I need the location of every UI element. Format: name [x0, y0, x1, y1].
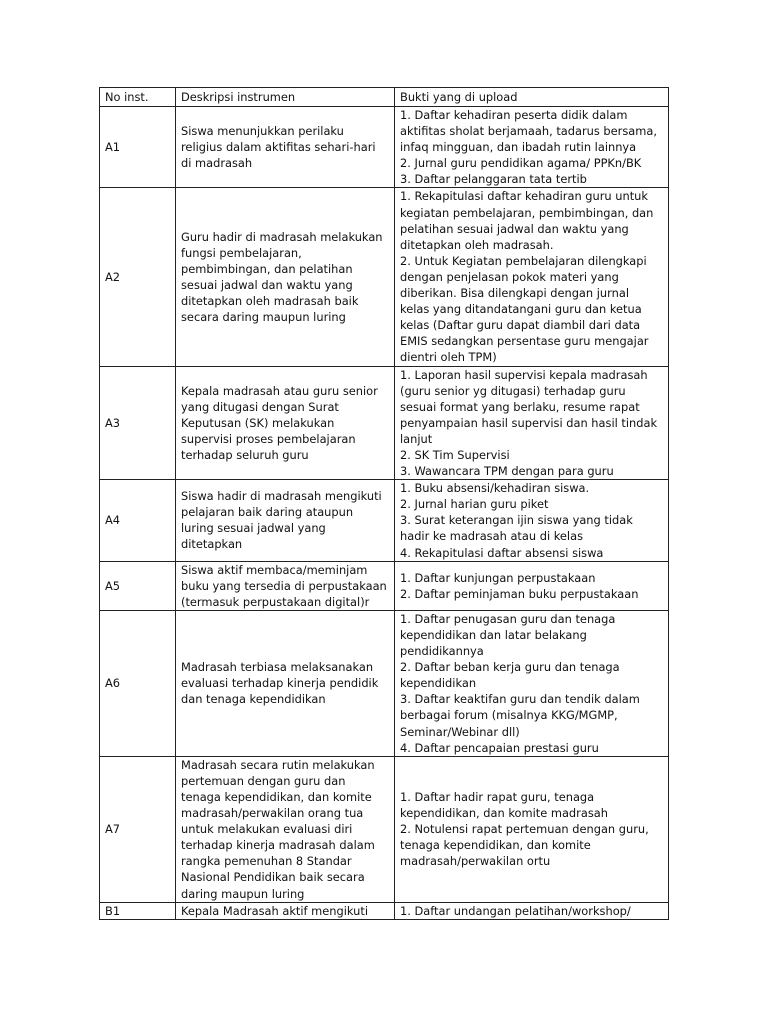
evidence-item: 4. Daftar pencapaian prestasi guru: [400, 740, 599, 755]
header-evidence: Bukti yang di upload: [395, 88, 669, 107]
instrument-code: A5: [100, 561, 176, 610]
instrument-code: A4: [100, 480, 176, 561]
evidence-cell: [395, 902, 669, 919]
evidence-item: 1. Laporan hasil supervisi kepala madrasah (guru senior yg ditugasi) terhadap guru sesuai format yang berlaku, resume rapat penyampaian hasil supervisi dan hasil tindak lanjut: [400, 367, 658, 446]
header-no-inst: No inst.: [100, 88, 176, 107]
evidence-item: 4. Rekapitulasi daftar absensi siswa: [400, 545, 604, 560]
evidence-item: 1. Daftar hadir rapat guru, tenaga kependidikan, dan komite madrasah: [400, 789, 608, 821]
instrument-table: [99, 87, 669, 920]
instrument-code: B1: [100, 902, 176, 919]
instrument-description: Kepala madrasah atau guru senior yang ditugasi dengan Surat Keputusan (SK) melakukan supervisi proses pembelajaran terhadap seluruh guru: [176, 366, 395, 480]
evidence-cell: [395, 188, 669, 366]
table-row: [100, 756, 669, 902]
table-row: [100, 188, 669, 366]
instrument-description: Madrasah secara rutin melakukan pertemuan dengan guru dan tenaga kependidikan, dan komite madrasah/perwakilan orang tua untuk melakukan evaluasi diri terhadap kinerja madrasah dalam rangka pemenuhan 8 Standar Nasional Pendidikan baik secara daring maupun luring: [176, 756, 395, 902]
instrument-description: Kepala Madrasah aktif mengikuti: [176, 902, 395, 919]
table-row: [100, 480, 669, 561]
evidence-cell: [395, 610, 669, 756]
evidence-item: 3. Daftar keaktifan guru dan tendik dalam berbagai forum (misalnya KKG/MGMP, Seminar/Webinar dll): [400, 692, 640, 739]
instrument-code: A3: [100, 366, 176, 480]
table-row: [100, 107, 669, 188]
evidence-item: 2. Notulensi rapat pertemuan dengan guru, tenaga kependidikan, dan komite madrasah/perwakilan ortu: [400, 822, 649, 869]
table-row: [100, 902, 669, 919]
evidence-item: 3. Daftar pelanggaran tata tertib: [400, 172, 587, 187]
evidence-item: 2. Jurnal guru pendidikan agama/ PPKn/BK: [400, 156, 642, 171]
evidence-item: 3. Surat keterangan ijin siswa yang tidak hadir ke madrasah atau di kelas: [400, 513, 633, 544]
instrument-description: Siswa menunjukkan perilaku religius dalam aktifitas sehari-hari di madrasah: [176, 107, 395, 188]
evidence-cell: [395, 366, 669, 480]
evidence-item: 3. Wawancara TPM dengan para guru: [400, 464, 614, 479]
evidence-cell: [395, 756, 669, 902]
evidence-item: 2. SK Tim Supervisi: [400, 447, 510, 462]
instrument-description: Siswa aktif membaca/meminjam buku yang tersedia di perpustakaan (termasuk perpustakaan digital)r: [176, 561, 395, 610]
instrument-code: A6: [100, 610, 176, 756]
instrument-description: Madrasah terbiasa melaksanakan evaluasi terhadap kinerja pendidik dan tenaga kependidikan: [176, 610, 395, 756]
evidence-item: 2. Untuk Kegiatan pembelajaran dilengkapi dengan penjelasan pokok materi yang diberikan. Bisa dilengkapi dengan jurnal kelas yang ditandatangani guru dan ketua kelas (Daftar guru dapat diambil dari data EMIS sedangkan persentase guru mengajar dientri oleh TPM): [400, 253, 649, 365]
evidence-cell: [395, 480, 669, 561]
evidence-item: 1. Daftar kunjungan perpustakaan: [400, 570, 596, 585]
table-row: [100, 561, 669, 610]
evidence-cell: [395, 107, 669, 188]
evidence-item: 1. Daftar kehadiran peserta didik dalam aktifitas sholat berjamaah, tadarus bersama, infaq mingguan, dan ibadah rutin lainnya: [400, 108, 657, 155]
evidence-item: 2. Daftar peminjaman buku perpustakaan: [400, 586, 639, 601]
evidence-item: 2. Daftar beban kerja guru dan tenaga kependidikan: [400, 660, 620, 691]
instrument-description: Siswa hadir di madrasah mengikuti pelajaran baik daring ataupun luring sesuai jadwal yang ditetapkan: [176, 480, 395, 561]
instrument-code: A2: [100, 188, 176, 366]
table-row: [100, 610, 669, 756]
evidence-cell: [395, 561, 669, 610]
instrument-description: Guru hadir di madrasah melakukan fungsi pembelajaran, pembimbingan, dan pelatihan sesuai jadwal dan waktu yang ditetapkan oleh madrasah baik secara daring maupun luring: [176, 188, 395, 366]
evidence-item: 2. Jurnal harian guru piket: [400, 497, 549, 512]
instrument-code: A7: [100, 756, 176, 902]
table-header-row: [100, 88, 669, 107]
evidence-item: 1. Buku absensi/kehadiran siswa.: [400, 481, 590, 496]
header-description: Deskripsi instrumen: [176, 88, 395, 107]
evidence-item: 1. Daftar penugasan guru dan tenaga kependidikan dan latar belakang pendidikannya: [400, 611, 616, 659]
table-row: [100, 366, 669, 480]
instrument-code: A1: [100, 107, 176, 188]
evidence-item: 1. Rekapitulasi daftar kehadiran guru untuk kegiatan pembelajaran, pembimbingan, dan pelatihan sesuai jadwal dan waktu yang ditetapkan oleh madrasah.: [400, 189, 654, 252]
evidence-item: 1. Daftar undangan pelatihan/workshop/: [400, 903, 631, 918]
